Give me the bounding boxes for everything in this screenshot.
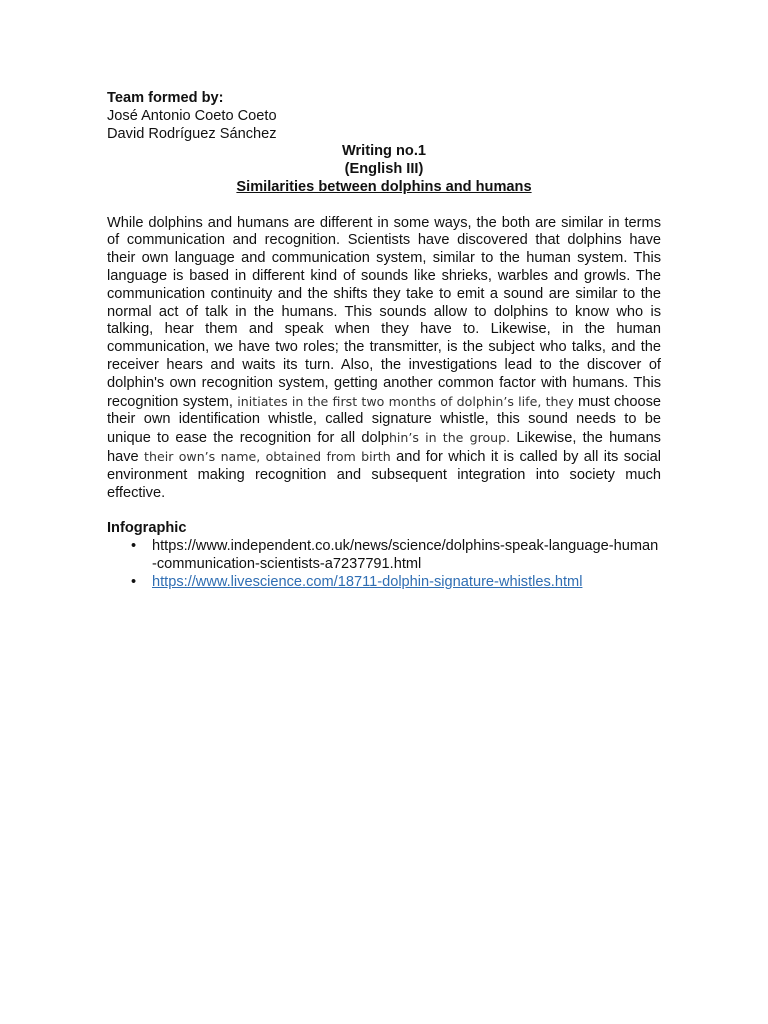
essay-text-1: While dolphins and humans are different in some ways, the both are similar in terms of communication and recognition. Scientists have discovered that dolphins have their own language and communication system, similar to the human system. This language is based in different kind of sounds like shrieks, warbles and growls. The communication continuity and the shifts they take to emit a sound are similar to the normal act of talk in the humans. This sounds allow to dolphins to know who is talking, hear them and speak when they have to. Likewise, in the human communication, we have two roles; the transmitter, is the subject who talks, and the receiver hears and waits its turn. Also, the investigations lead to the discover of dolphin's own recognition system, getting another common factor with humans. This recognition system, (107, 214, 661, 410)
essay-text-2: must choose their own identification whistle, called signature whistle, this sound needs to be unique to ease the recognition for all dolp (107, 393, 662, 447)
writing-number: Writing no.1 (341, 143, 427, 160)
reference-list (107, 538, 661, 591)
team-member-1: José Antonio Coeto Coeto (107, 107, 277, 124)
essay-title: Similarities between dolphins and humans (236, 178, 532, 195)
reference-item (152, 574, 661, 592)
team-member-2: David Rodríguez Sánchez (107, 125, 277, 142)
reference-url-1: https://www.independent.co.uk/news/science/dolphins-speak-language-human-communication-scientists-a7237791.html (152, 537, 659, 572)
essay-paragraph (107, 215, 661, 503)
reference-item (152, 538, 661, 574)
essay-text-3: Likewise, the humans have (107, 430, 661, 465)
reference-link-2[interactable]: https://www.livescience.com/18711-dolphin-signature-whistles.html (152, 573, 583, 590)
essay-text-highlight-2: hin’s in the group. (388, 430, 511, 446)
team-label: Team formed by: (107, 90, 224, 106)
essay-text-highlight-1: initiates in the first two months of dolphin’s life, they (237, 393, 574, 409)
essay-text-4: and for which it is called by all its social environment making recognition and subsequent integration into society much effective. (107, 448, 662, 501)
infographic-heading: Infographic (107, 520, 187, 537)
course-name: (English III) (344, 161, 424, 178)
document-page (107, 90, 661, 591)
essay-text-highlight-3: their own’s name, obtained from birth (144, 448, 391, 464)
